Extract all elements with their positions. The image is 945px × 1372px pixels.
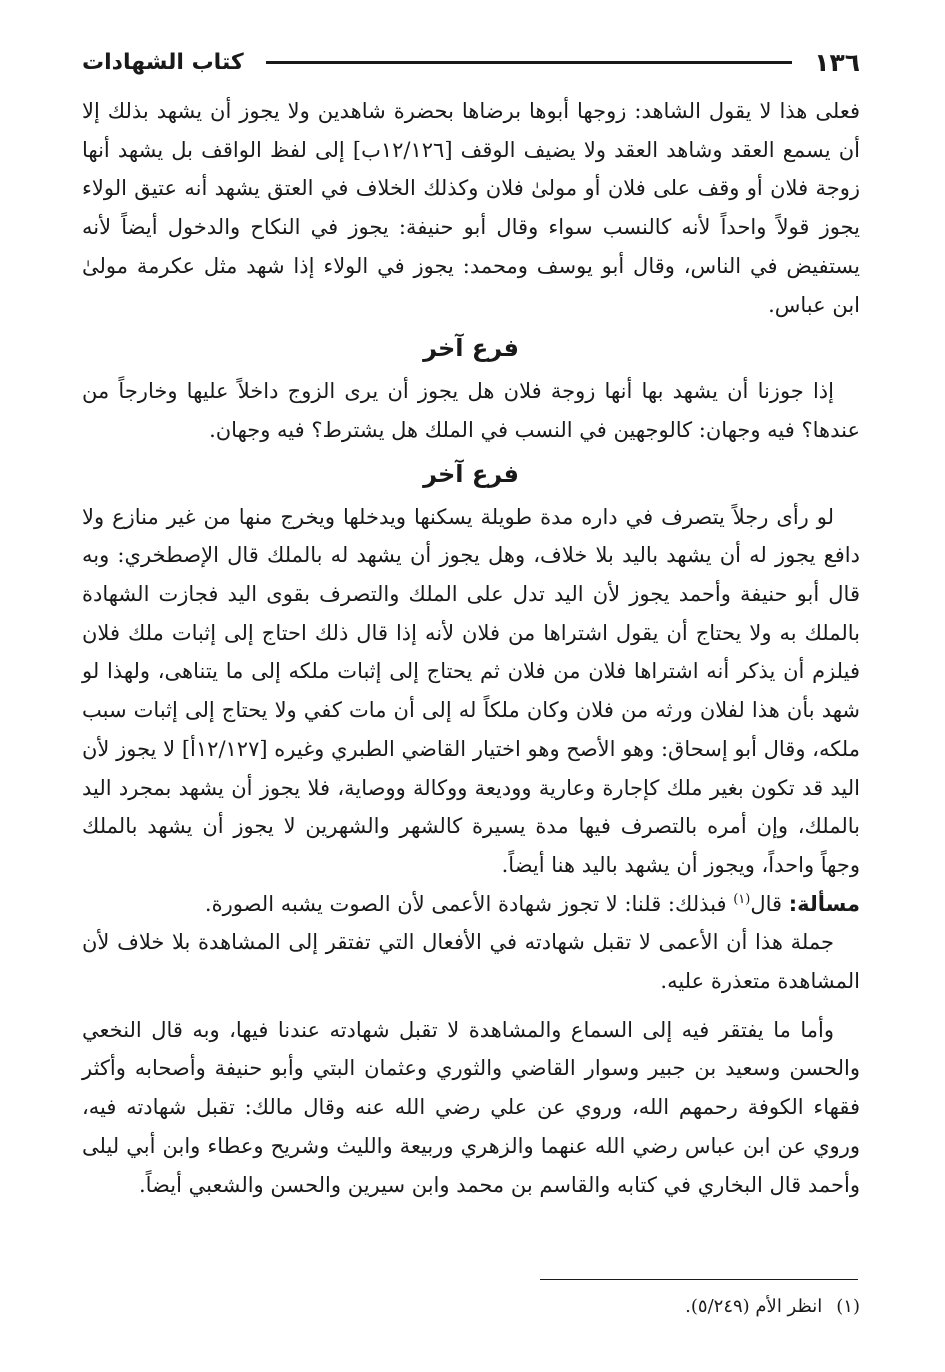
masala-label: مسألة: <box>788 891 860 916</box>
paragraph-5: وأما ما يفتقر فيه إلى السماع والمشاهدة لا تقبل شهادته عندنا فيها، وبه قال النخعي والحسن وسعيد بن جبير وسوار القاضي والثوري وعثمان البتي وأبو حنيفة وأصحابه وأكثر فقهاء الكوفة رحمهم الله، وروي عن علي رضي الله عنه وقال مالك: تقبل شهادته فيه، وروي عن ابن عباس رضي الله عنهما والزهري وربيعة والليث وشريح وعطاء وابن أبي ليلى وأحمد قال البخاري في كتابه والقاسم بن محمد وابن سيرين والحسن والشعبي أيضاً. <box>82 1017 860 1197</box>
masala-paragraph <box>82 885 860 924</box>
running-header <box>82 40 860 84</box>
paragraph-1: فعلى هذا لا يقول الشاهد: زوجها أبوها برضاها بحضرة شاهدين ولا يجوز أن يشهد بذلك إلا أن يسمع العقد وشاهد العقد ولا يضيف الوقف [١٢/١٢٦ب] إلى لفظ الواقف بل يشهد أنها زوجة فلان أو وقف على فلان أو مولىٰ فلان وكذلك الخلاف في العتق يشهد أنه عتيق الولاء يجوز قولاً واحداً لأنه كالنسب سواء وقال أبو حنيفة: يجوز في النكاح والدخول أيضاً لأنه يستفيض في الناس، وقال أبو يوسف ومحمد: يجوز في الولاء إذا شهد مثل عكرمة مولىٰ ابن عباس. <box>82 99 861 317</box>
footnote <box>82 1292 860 1322</box>
header-rule <box>266 61 793 64</box>
footnote-reference[interactable]: (١) <box>733 891 751 907</box>
footnote-marker: (١) <box>836 1296 860 1317</box>
footnote-separator <box>540 1279 858 1280</box>
masala-text: فبذلك: قلنا: لا تجوز شهادة الأعمى لأن الصوت يشبه الصورة. <box>204 891 727 916</box>
paragraph-gap <box>82 1001 860 1011</box>
footnote-text: انظر الأم (٥/٢٤٩). <box>685 1296 823 1317</box>
page-number: ١٣٦ <box>814 47 860 77</box>
main-text <box>82 92 860 1204</box>
book-title: كتاب الشهادات <box>82 49 244 75</box>
section-heading-1: فرع آخر <box>423 334 519 363</box>
section-heading-2: فرع آخر <box>423 459 519 488</box>
paragraph-4: جملة هذا أن الأعمى لا تقبل شهادته في الأفعال التي تفتقر إلى المشاهدة بلا خلاف لأن المشاهدة متعذرة عليه. <box>82 930 860 994</box>
paragraph-3: لو رأى رجلاً يتصرف في داره مدة طويلة يسكنها ويدخلها ويخرج منها من غير منازع ولا دافع يجوز له أن يشهد باليد بلا خلاف، وهل يجوز أن يشهد له بالملك قال الإصطخري: وبه قال أبو حنيفة وأحمد يجوز لأن اليد تدل على الملك والتصرف بقوى اليد فجازت الشهادة بالملك به ولا يحتاج أن يقول اشتراها من فلان لأنه إذا قال ذلك احتاج إلى إثبات ملك فلان فيلزم أن يذكر أنه اشتراها فلان من فلان ثم يحتاج إلى إثبات ملكه إلى ما يتناهى، ولهذا لو شهد بأن هذا لفلان ورثه من فلان وكان ملكاً له إلى أن مات كفي ولا يحتاج إلى إثبات سبب ملكه، وقال أبو إسحاق: وهو الأصح وهو اختيار القاضي الطبري وغيره [١٢/١٢٧أ] لا يجوز لأن اليد قد تكون بغير ملك كإجارة وعارية ووديعة ووكالة ووصاية، فلا يجوز أن يشهد بمجرد اليد بالملك، وإن أمره بالتصرف فيها مدة يسيرة كالشهر والشهرين لا يجوز أن يشهد بالملك وجهاً واحداً، ويجوز أن يشهد باليد هنا أيضاً. <box>82 504 860 877</box>
masala-pre: قال <box>750 891 783 916</box>
paragraph-2: إذا جوزنا أن يشهد بها أنها زوجة فلان هل يجوز أن يرى الزوج داخلاً عليها وخارجاً من عندها؟ فيه وجهان: كالوجهين في النسب في الملك هل يشترط؟ فيه وجهان. <box>82 379 860 442</box>
